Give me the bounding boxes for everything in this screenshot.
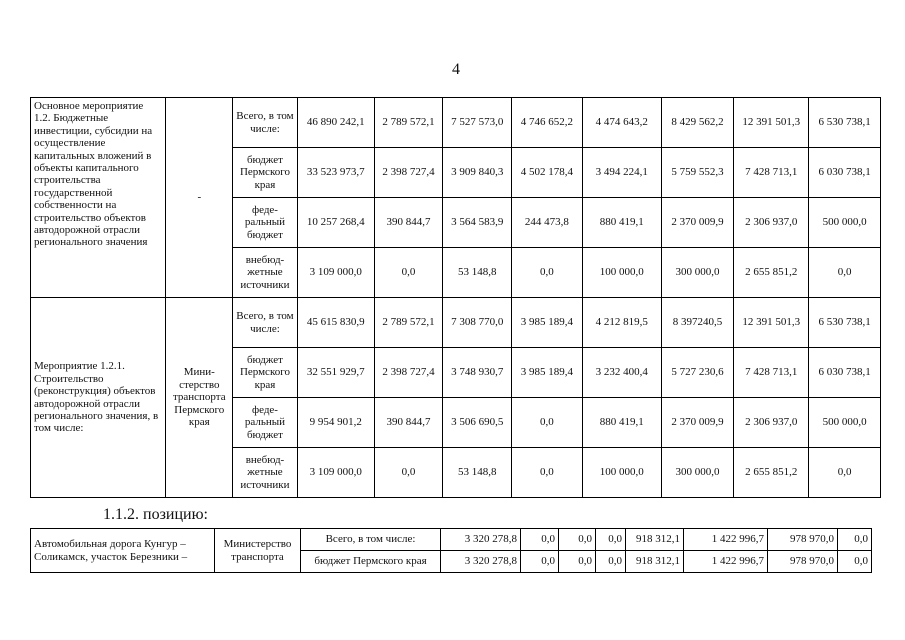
value-cell: 32 551 929,7 <box>297 348 374 398</box>
value-cell: 7 428 713,1 <box>734 148 809 198</box>
value-cell: 2 306 937,0 <box>734 198 809 248</box>
activity-description: Основное мероприятие 1.2. Бюджетные инвестиции, субсидии на осуществление капитальных вложений в объекты капитального строительства государственной собственности на строительство объектов автодорожной отрасли регионального значения <box>31 98 166 298</box>
funding-source: внебюд-жетные источники <box>233 248 298 298</box>
value-cell: 0,0 <box>838 529 872 551</box>
value-cell: 4 212 819,5 <box>582 298 661 348</box>
budget-table-main <box>30 97 881 498</box>
value-cell: 0,0 <box>559 529 596 551</box>
value-cell: 0,0 <box>512 448 583 498</box>
value-cell: 500 000,0 <box>809 398 881 448</box>
value-cell: 2 306 937,0 <box>734 398 809 448</box>
value-cell: 1 422 996,7 <box>684 551 768 573</box>
funding-source: внебюд-жетные источники <box>233 448 298 498</box>
value-cell: 45 615 830,9 <box>297 298 374 348</box>
value-cell: 100 000,0 <box>582 448 661 498</box>
value-cell: 0,0 <box>596 529 626 551</box>
value-cell: 3 506 690,5 <box>443 398 512 448</box>
value-cell: 100 000,0 <box>582 248 661 298</box>
value-cell: 2 370 009,9 <box>661 198 734 248</box>
value-cell: 880 419,1 <box>582 198 661 248</box>
funding-source: Всего, в том числе: <box>301 529 441 551</box>
value-cell: 12 391 501,3 <box>734 298 809 348</box>
executor-cell: Министерство транспорта <box>215 529 301 573</box>
funding-source: феде-ральный бюджет <box>233 398 298 448</box>
value-cell: 46 890 242,1 <box>297 98 374 148</box>
table-row <box>31 98 881 148</box>
position-subheading: 1.1.2. позицию: <box>103 506 208 523</box>
funding-source: бюджет Пермского края <box>233 148 298 198</box>
value-cell: 3 985 189,4 <box>512 348 583 398</box>
value-cell: 3 564 583,9 <box>443 198 512 248</box>
value-cell: 3 909 840,3 <box>443 148 512 198</box>
value-cell: 300 000,0 <box>661 248 734 298</box>
value-cell: 0,0 <box>809 248 881 298</box>
executor-cell: - <box>166 98 233 298</box>
funding-source: феде-ральный бюджет <box>233 198 298 248</box>
executor-cell: Мини-стерство транспорта Пермского края <box>166 298 233 498</box>
value-cell: 3 748 930,7 <box>443 348 512 398</box>
funding-source: бюджет Пермского края <box>301 551 441 573</box>
value-cell: 7 527 573,0 <box>443 98 512 148</box>
value-cell: 0,0 <box>596 551 626 573</box>
value-cell: 300 000,0 <box>661 448 734 498</box>
value-cell: 2 655 851,2 <box>734 448 809 498</box>
value-cell: 6 030 738,1 <box>809 148 881 198</box>
value-cell: 0,0 <box>521 529 559 551</box>
value-cell: 4 502 178,4 <box>512 148 583 198</box>
value-cell: 880 419,1 <box>582 398 661 448</box>
value-cell: 0,0 <box>838 551 872 573</box>
value-cell: 3 320 278,8 <box>441 551 521 573</box>
value-cell: 390 844,7 <box>374 398 443 448</box>
value-cell: 0,0 <box>512 248 583 298</box>
value-cell: 6 530 738,1 <box>809 98 881 148</box>
value-cell: 10 257 268,4 <box>297 198 374 248</box>
page-number: 4 <box>452 61 460 78</box>
value-cell: 8 429 562,2 <box>661 98 734 148</box>
value-cell: 2 789 572,1 <box>374 98 443 148</box>
value-cell: 7 428 713,1 <box>734 348 809 398</box>
activity-description: Мероприятие 1.2.1. Строительство (реконструкция) объектов автодорожной отрасли регионального значения, в том числе: <box>31 298 166 498</box>
budget-table-position <box>30 528 872 573</box>
funding-source: Всего, в том числе: <box>233 298 298 348</box>
value-cell: 9 954 901,2 <box>297 398 374 448</box>
value-cell: 3 109 000,0 <box>297 448 374 498</box>
value-cell: 2 789 572,1 <box>374 298 443 348</box>
value-cell: 390 844,7 <box>374 198 443 248</box>
value-cell: 2 398 727,4 <box>374 148 443 198</box>
value-cell: 2 398 727,4 <box>374 348 443 398</box>
value-cell: 8 397240,5 <box>661 298 734 348</box>
value-cell: 3 232 400,4 <box>582 348 661 398</box>
value-cell: 6 030 738,1 <box>809 348 881 398</box>
value-cell: 5 759 552,3 <box>661 148 734 198</box>
value-cell: 7 308 770,0 <box>443 298 512 348</box>
value-cell: 0,0 <box>521 551 559 573</box>
value-cell: 12 391 501,3 <box>734 98 809 148</box>
value-cell: 0,0 <box>374 248 443 298</box>
value-cell: 978 970,0 <box>768 529 838 551</box>
value-cell: 4 474 643,2 <box>582 98 661 148</box>
value-cell: 4 746 652,2 <box>512 98 583 148</box>
value-cell: 978 970,0 <box>768 551 838 573</box>
table-row <box>31 298 881 348</box>
funding-source: Всего, в том числе: <box>233 98 298 148</box>
value-cell: 918 312,1 <box>626 529 684 551</box>
value-cell: 3 109 000,0 <box>297 248 374 298</box>
value-cell: 1 422 996,7 <box>684 529 768 551</box>
value-cell: 3 320 278,8 <box>441 529 521 551</box>
value-cell: 0,0 <box>809 448 881 498</box>
value-cell: 5 727 230,6 <box>661 348 734 398</box>
value-cell: 918 312,1 <box>626 551 684 573</box>
value-cell: 3 494 224,1 <box>582 148 661 198</box>
value-cell: 0,0 <box>512 398 583 448</box>
value-cell: 33 523 973,7 <box>297 148 374 198</box>
value-cell: 2 370 009,9 <box>661 398 734 448</box>
value-cell: 6 530 738,1 <box>809 298 881 348</box>
activity-description: Автомобильная дорога Кунгур – Соликамск, участок Березники – <box>31 529 215 573</box>
table-row <box>31 529 872 551</box>
value-cell: 53 148,8 <box>443 448 512 498</box>
value-cell: 0,0 <box>374 448 443 498</box>
value-cell: 3 985 189,4 <box>512 298 583 348</box>
value-cell: 2 655 851,2 <box>734 248 809 298</box>
value-cell: 53 148,8 <box>443 248 512 298</box>
funding-source: бюджет Пермского края <box>233 348 298 398</box>
value-cell: 500 000,0 <box>809 198 881 248</box>
value-cell: 244 473,8 <box>512 198 583 248</box>
value-cell: 0,0 <box>559 551 596 573</box>
